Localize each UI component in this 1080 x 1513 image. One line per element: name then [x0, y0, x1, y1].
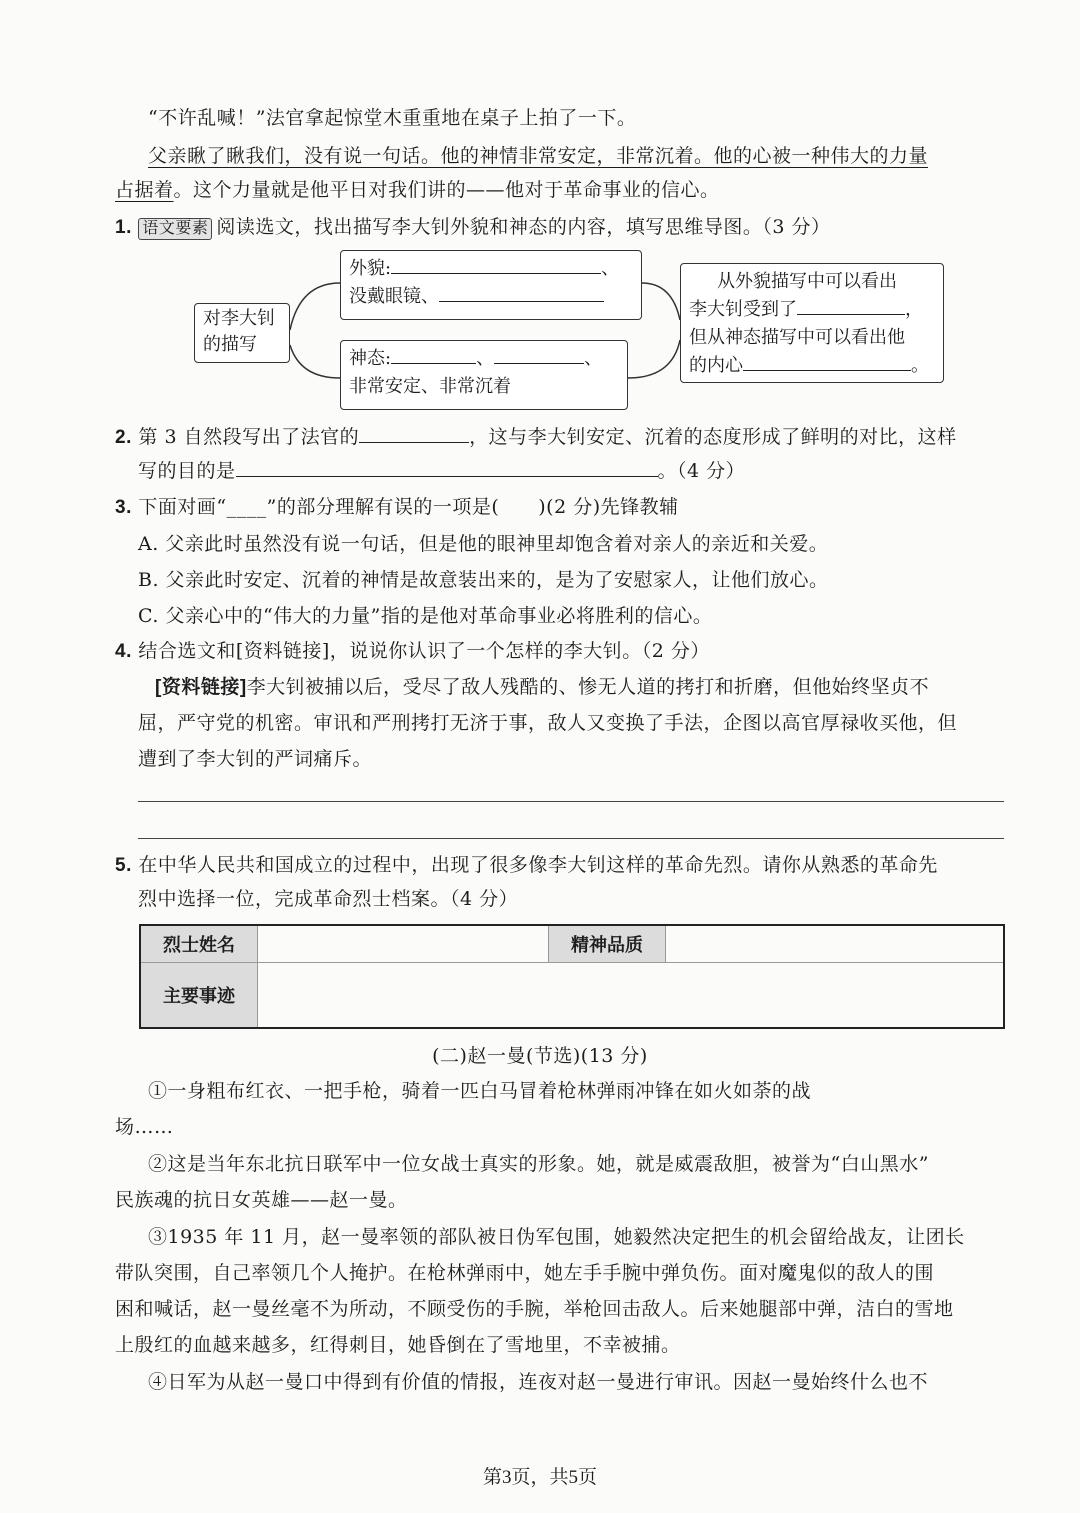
answer-line[interactable] — [138, 838, 1004, 839]
passage-line: ②这是当年东北抗日联军中一位女战士真实的形象。她，就是威震敌胆，被誉为“白山黑水” — [148, 1153, 929, 1175]
passage-line: 带队突围，自己率领几个人掩护。在枪林弹雨中，她左手手腕中弹负伤。面对魔鬼似的敌人的围 — [115, 1262, 935, 1284]
punct: 、 — [476, 348, 495, 369]
question-4 — [115, 638, 710, 665]
option-b[interactable]: B. 父亲此时安定、沉着的神情是故意装出来的，是为了安慰家人，让他们放心。 — [138, 569, 829, 591]
question-number: 3. — [115, 497, 132, 518]
link-text: 李大钊被捕以后，受尽了敌人残酷的、惨无人道的拷打和折磨，但他始终坚贞不 — [246, 676, 930, 698]
punct: 、 — [601, 258, 620, 279]
question-number: 4. — [115, 641, 132, 662]
punct: 。 — [911, 355, 929, 376]
link-line: 屈，严守党的机密。审讯和严刑拷打无济于事，敌人又变换了手法，企图以高官厚禄收买他，但 — [138, 712, 958, 734]
question-text: 下面对画“____”的部分理解有误的一项是( )(2 分)先锋教辅 — [138, 496, 679, 518]
question-number: 5. — [115, 855, 132, 876]
passage-line: 困和喊话，赵一曼丝毫不为所动，不顾受伤的手腕，举枪回击敌人。后来她腿部中弹，洁白的雪地 — [115, 1298, 954, 1320]
col-deeds-header: 主要事迹 — [140, 963, 258, 1029]
question-3 — [115, 494, 679, 521]
question-2-line2 — [138, 458, 745, 484]
question-text: 第 3 自然段写出了法官的 — [138, 426, 360, 448]
mindmap-center: 对李大钊的描写 — [194, 303, 290, 363]
passage-line: ①一身粗布红衣、一把手枪，骑着一匹白马冒着枪林弹雨冲锋在如火如荼的战 — [148, 1080, 812, 1102]
passage-line: 场…… — [115, 1116, 174, 1138]
passage-text: 。这个力量就是他平日对我们讲的——他对于革命事业的信心。 — [173, 179, 720, 201]
link-line: 遭到了李大钊的严词痛斥。 — [138, 748, 373, 770]
deeds-cell[interactable] — [258, 963, 1005, 1029]
answer-blank[interactable] — [743, 352, 911, 371]
mindmap-appearance-box — [340, 250, 642, 320]
option-a[interactable]: A. 父亲此时虽然没有说一句话，但是他的眼神里却饱含着对亲人的亲近和关爱。 — [138, 533, 829, 555]
punct: ， — [905, 299, 923, 320]
spirit-text: 非常安定、非常沉着 — [349, 376, 511, 397]
conclusion-line: 的内心 — [689, 355, 743, 376]
martyr-archive-table — [139, 924, 1005, 1029]
passage-line: ③1935 年 11 月，赵一曼率领的部队被日伪军包围，她毅然决定把生的机会留给战友，让团长 — [148, 1226, 965, 1248]
answer-blank[interactable] — [359, 424, 469, 443]
name-cell[interactable] — [258, 925, 549, 963]
question-text: 在中华人民共和国成立的过程中，出现了很多像李大钊这样的革命先烈。请你从熟悉的革命先 — [138, 854, 938, 876]
col-name-header: 烈士姓名 — [140, 925, 258, 963]
question-5 — [115, 852, 938, 879]
question-2 — [115, 424, 957, 451]
page-footer: 第3页，共5页 — [482, 1467, 597, 1488]
question-text: 。（4 分） — [657, 460, 746, 482]
underlined-text: 占据着 — [115, 179, 174, 201]
spirit-label: 神态: — [349, 348, 392, 369]
question-text: 阅读选文，找出描写李大钊外貌和神态的内容，填写思维导图。（3 分） — [216, 216, 831, 238]
mindmap-conclusion-box — [680, 263, 944, 383]
question-number: 2. — [115, 427, 132, 448]
quality-cell[interactable] — [666, 925, 1005, 963]
conclusion-line: 但从神态描写中可以看出他 — [689, 327, 905, 348]
element-tag: 语文要素 — [138, 218, 212, 240]
answer-line[interactable] — [138, 801, 1004, 802]
passage-line: ④日军为从赵一曼口中得到有价值的情报，连夜对赵一曼进行审讯。因赵一曼始终什么也不 — [148, 1371, 929, 1393]
question-number: 1. — [115, 217, 132, 238]
question-text: ，这与李大钊安定、沉着的态度形成了鲜明的对比，这样 — [469, 426, 957, 448]
answer-blank[interactable] — [797, 296, 905, 315]
passage-line: 上殷红的血越来越多，红得刺目，她昏倒在了雪地里，不幸被捕。 — [115, 1334, 681, 1356]
answer-blank[interactable] — [494, 345, 584, 364]
appearance-text: 没戴眼镜、 — [349, 286, 439, 307]
question-text: 结合选文和[资料链接]，说说你认识了一个怎样的李大钊。（2 分） — [138, 640, 710, 662]
conclusion-line: 李大钊受到了 — [689, 299, 797, 320]
passage-line-underlined: 父亲瞅了瞅我们，没有说一句话。他的神情非常安定，非常沉着。他的心被一种伟大的力量 — [148, 145, 929, 167]
answer-blank[interactable] — [439, 283, 604, 302]
passage-title: (二)赵一曼(节选)(13 分) — [432, 1045, 648, 1067]
question-5-line2: 烈中选择一位，完成革命烈士档案。（4 分） — [138, 888, 519, 910]
mindmap-spirit-box — [340, 340, 628, 410]
passage-line: 民族魂的抗日女英雄——赵一曼。 — [115, 1189, 408, 1211]
option-c[interactable]: C. 父亲心中的“伟大的力量”指的是他对革命事业必将胜利的信心。 — [138, 605, 713, 627]
answer-blank[interactable] — [236, 458, 658, 477]
question-text: 写的目的是 — [138, 460, 236, 482]
passage-line: “不许乱喊！”法官拿起惊堂木重重地在桌子上拍了一下。 — [148, 107, 637, 129]
answer-blank[interactable] — [391, 345, 476, 364]
link-line — [155, 674, 929, 701]
link-label: [资料链接] — [155, 677, 247, 698]
punct: 、 — [584, 348, 603, 369]
appearance-label: 外貌: — [349, 258, 392, 279]
conclusion-line: 从外貌描写中可以看出 — [717, 271, 897, 292]
answer-blank[interactable] — [391, 255, 601, 274]
col-quality-header: 精神品质 — [549, 925, 666, 963]
